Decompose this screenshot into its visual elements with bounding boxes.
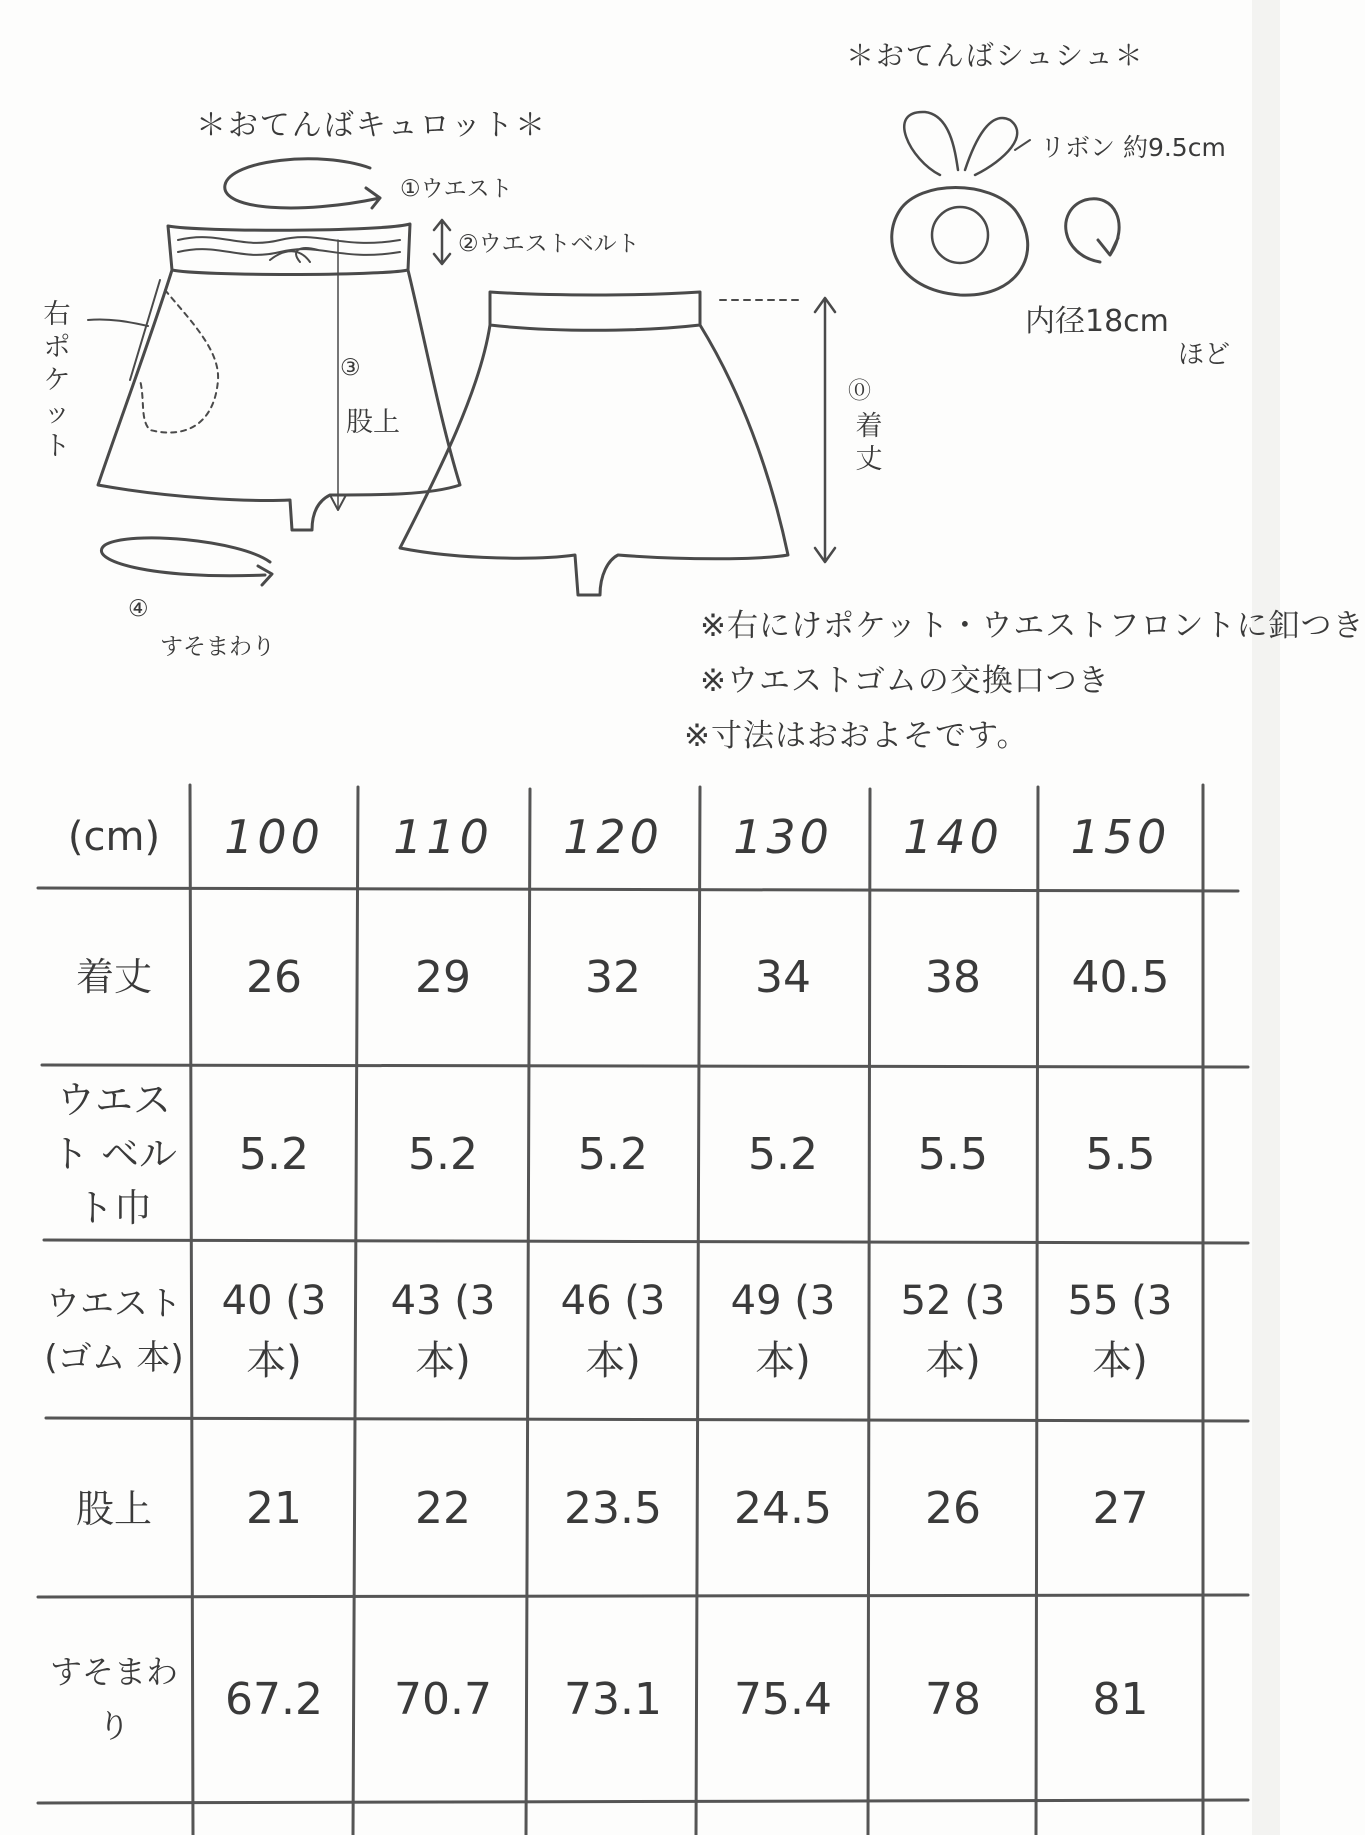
- table-cell: 27: [1092, 1483, 1149, 1534]
- table-cell: 22: [415, 1483, 471, 1534]
- waist-loop-sketch: [225, 159, 380, 208]
- inner-diameter-label: 内径18cm: [1025, 304, 1169, 339]
- note-approximate: ※寸法はおおよそです。: [684, 718, 1029, 754]
- table-cell: 43 (3本): [390, 1278, 496, 1384]
- table-cell: 40 (3本): [221, 1278, 327, 1384]
- culotte-title: ＊おてんばキュロット＊: [196, 108, 548, 143]
- table-cell: 46 (3本): [560, 1278, 666, 1384]
- table-cell: 5.2: [578, 1128, 648, 1180]
- table-cell: 78: [925, 1673, 981, 1725]
- row-label-rise: 股上: [75, 1486, 152, 1531]
- ribbon-label: リボン 約9.5cm: [1040, 133, 1226, 162]
- table-cell: 67.2: [225, 1673, 323, 1725]
- size-header: 120: [563, 809, 663, 864]
- table-cell: 5.2: [408, 1128, 478, 1180]
- table-cell: 24.5: [734, 1483, 832, 1534]
- hem-loop-sketch: [101, 538, 272, 585]
- table-cell: 49 (3本): [730, 1278, 836, 1384]
- table-cell: 73.1: [564, 1673, 662, 1725]
- table-cell: 81: [1092, 1673, 1149, 1725]
- hem-number: ④: [128, 596, 149, 622]
- sketch-drawings: [0, 0, 1250, 700]
- rise-number: ③: [340, 355, 361, 381]
- size-table: [38, 785, 1248, 1835]
- table-cell: 38: [925, 951, 981, 1003]
- table-cell: 23.5: [564, 1483, 662, 1534]
- waistband-arrow: [434, 220, 450, 264]
- length-label: 着丈: [855, 411, 883, 475]
- table-cell: 5.2: [748, 1128, 818, 1180]
- table-cell: 26: [925, 1483, 981, 1534]
- note-elastic-opening: ※ウエストゴムの交換口つき: [700, 663, 1110, 699]
- size-header: 140: [903, 809, 1003, 864]
- waist-label: ①ウエスト: [400, 176, 513, 202]
- approx-label: ほど: [1178, 340, 1231, 370]
- table-unit: (cm): [67, 813, 161, 860]
- table-cell: 5.5: [1085, 1128, 1156, 1180]
- table-cell: 26: [246, 951, 302, 1003]
- waistband-label: ②ウエストベルト: [458, 231, 640, 257]
- table-cell: 75.4: [734, 1673, 832, 1725]
- row-label-waist-elastic: ウエスト (ゴム 本): [44, 1284, 184, 1378]
- front-culotte-sketch: [88, 224, 460, 530]
- table-cell: 40.5: [1071, 951, 1170, 1003]
- rise-label: 股上: [346, 407, 400, 438]
- pocket-label: 右ポケット: [43, 299, 71, 462]
- table-cell: 5.5: [918, 1128, 988, 1180]
- inner-diameter-sketch: [1066, 199, 1119, 262]
- scrunchie-title: ＊おてんばシュシュ＊: [846, 39, 1145, 72]
- table-cell: 29: [415, 951, 471, 1003]
- table-cell: 32: [585, 951, 641, 1003]
- row-label-hem: すそまわり: [49, 1653, 178, 1745]
- table-cell: 5.2: [239, 1128, 309, 1180]
- table-cell: 52 (3本): [900, 1278, 1006, 1384]
- scrunchie-sketch: [892, 112, 1030, 295]
- table-cell: 34: [755, 951, 811, 1003]
- size-header: 110: [393, 809, 493, 864]
- row-label-waistband-width: ウエスト ベルト巾: [50, 1078, 178, 1230]
- note-pocket-button: ※右にけポケット・ウエストフロントに釦つき: [700, 608, 1365, 644]
- size-header: 130: [733, 809, 833, 864]
- back-culotte-sketch: [400, 292, 835, 595]
- row-label-length: 着丈: [75, 955, 152, 999]
- length-number: ⓪: [848, 378, 871, 404]
- table-cell: 21: [246, 1483, 302, 1534]
- table-cell: 55 (3本): [1067, 1278, 1173, 1384]
- size-header: 150: [1070, 809, 1171, 864]
- hem-label: すそまわり: [160, 634, 275, 660]
- size-header: 100: [224, 809, 324, 864]
- page-edge-strip: [1252, 0, 1280, 1835]
- table-cell: 70.7: [394, 1673, 492, 1725]
